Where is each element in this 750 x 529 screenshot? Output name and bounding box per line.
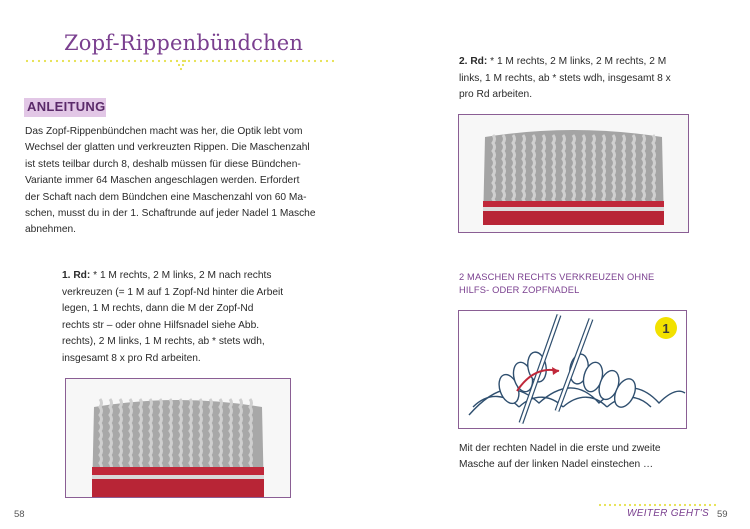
knit-rib	[140, 399, 142, 471]
illustration-heading-line: HILFS- ODER ZOPFNADEL	[459, 285, 580, 295]
decorative-dot	[669, 504, 671, 506]
knit-rib	[543, 135, 545, 207]
decorative-dot	[314, 60, 316, 62]
decorative-dot	[188, 60, 190, 62]
decorative-dot	[110, 60, 112, 62]
decorative-dot	[128, 60, 130, 62]
knit-rib	[160, 399, 162, 471]
decorative-dot	[296, 60, 298, 62]
intro-line: der Schaft nach dem Bündchen eine Maschenzahl von 60 Ma-	[25, 191, 307, 203]
decorative-dot	[44, 60, 46, 62]
illustration-caption	[459, 441, 719, 474]
decorative-dot	[86, 60, 88, 62]
continue-label: WEITER GEHT'S	[627, 508, 709, 519]
decorative-dot	[629, 504, 631, 506]
knit-rib	[533, 135, 535, 207]
step-2-label: 2. Rd:	[459, 56, 488, 67]
title-dotted-chevron	[176, 58, 186, 74]
step-badge-number: 1	[662, 321, 670, 336]
knit-rib	[210, 399, 212, 471]
decorative-dot	[284, 60, 286, 62]
decorative-dot	[619, 504, 621, 506]
decorative-dot	[38, 60, 40, 62]
intro-paragraph	[25, 124, 337, 239]
step-1-line: verkreuzen (= 1 M auf 1 Zopf-Nd hinter die Arbeit	[62, 286, 284, 298]
intro-line: Das Zopf-Rippenbündchen macht was her, die Optik lebt vom	[25, 126, 303, 137]
page-number-right: 59	[717, 509, 728, 520]
step-1-line: * 1 M rechts, 2 M links, 2 M nach rechts	[90, 270, 272, 281]
footer-dotted-line	[598, 503, 720, 507]
step-1-instruction	[62, 268, 322, 368]
decorative-dot	[644, 504, 646, 506]
decorative-dot	[260, 60, 262, 62]
decorative-dot	[80, 60, 82, 62]
decorative-dot	[604, 504, 606, 506]
knit-rib	[200, 399, 202, 471]
decorative-dot	[74, 60, 76, 62]
knit-rib	[110, 399, 112, 471]
decorative-dot	[104, 60, 106, 62]
knit-rib	[150, 399, 152, 471]
knit-rib	[633, 135, 635, 207]
decorative-dot	[98, 60, 100, 62]
decorative-dot	[639, 504, 641, 506]
decorative-dot	[200, 60, 202, 62]
step-1-line: legen, 1 M rechts, dann die M der Zopf-Nd	[62, 303, 254, 315]
decorative-dot	[659, 504, 661, 506]
knit-rib	[250, 399, 252, 471]
decorative-dot	[332, 60, 334, 62]
decorative-dot	[218, 60, 220, 62]
step-1-line: rechts), 2 M links, 1 M rechts, ab * stets wdh,	[62, 336, 265, 348]
knit-rib	[100, 399, 102, 471]
decorative-dot	[224, 60, 226, 62]
knit-rib	[563, 135, 565, 207]
decorative-dot	[152, 60, 154, 62]
decorative-dot	[248, 60, 250, 62]
knit-rib	[553, 135, 555, 207]
decorative-dot	[266, 60, 268, 62]
section-heading: ANLEITUNG	[27, 99, 106, 114]
decorative-dot	[326, 60, 328, 62]
knitting-diagram	[459, 311, 686, 428]
decorative-dot	[254, 60, 256, 62]
decorative-dot	[278, 60, 280, 62]
knit-rib	[170, 399, 172, 471]
decorative-dot	[170, 60, 172, 62]
decorative-dot	[56, 60, 58, 62]
decorative-dot	[158, 60, 160, 62]
knitted-cuff-photo-round-1	[65, 378, 291, 498]
knit-rib	[230, 399, 232, 471]
decorative-dot	[614, 504, 616, 506]
step-2-line: pro Rd arbeiten.	[459, 89, 533, 101]
decorative-dot	[206, 60, 208, 62]
knit-rib	[120, 399, 122, 471]
step-2-line: * 1 M rechts, 2 M links, 2 M rechts, 2 M	[487, 56, 667, 67]
decorative-dot	[290, 60, 292, 62]
caption-line: Mit der rechten Nadel in die erste und zweite	[459, 443, 661, 454]
knit-rib	[613, 135, 615, 207]
knitted-cuff-image	[66, 379, 290, 497]
knit-rib	[130, 399, 132, 471]
decorative-dot	[654, 504, 656, 506]
decorative-dot	[134, 60, 136, 62]
decorative-dot	[674, 504, 676, 506]
decorative-dot	[609, 504, 611, 506]
page-number-left: 58	[14, 509, 25, 520]
knit-rib	[493, 135, 495, 207]
knit-rib	[643, 135, 645, 207]
decorative-dot	[679, 504, 681, 506]
decorative-dot	[122, 60, 124, 62]
decorative-dot	[302, 60, 304, 62]
decorative-dot	[68, 60, 70, 62]
knit-rib	[180, 399, 182, 471]
knitted-cuff-photo-round-2	[458, 114, 689, 233]
decorative-dot	[212, 60, 214, 62]
knit-rib	[220, 399, 222, 471]
decorative-dot	[140, 60, 142, 62]
intro-line: Wechsel der glatten und verkreuzten Rippen. Die Maschenzahl	[25, 142, 310, 154]
knit-rib	[603, 135, 605, 207]
decorative-dot	[116, 60, 118, 62]
decorative-dot	[704, 504, 706, 506]
caption-line: Masche auf der linken Nadel einstechen …	[459, 459, 654, 471]
knit-rib	[513, 135, 515, 207]
illustration-heading	[459, 271, 654, 297]
step-2-line: links, 1 M rechts, ab * stets wdh, insgesamt 8 x	[459, 72, 671, 84]
knit-rib	[573, 135, 575, 207]
decorative-dot	[320, 60, 322, 62]
step-2-instruction	[459, 54, 729, 104]
decorative-dot	[308, 60, 310, 62]
decorative-dot	[164, 60, 166, 62]
step-1-line: rechts str – oder ohne Hilfsnadel siehe Abb.	[62, 319, 260, 331]
knit-rib	[593, 135, 595, 207]
step-1-label: 1. Rd:	[62, 270, 91, 281]
decorative-dot	[714, 504, 716, 506]
knitted-cuff-image	[459, 115, 688, 232]
knit-rib	[583, 135, 585, 207]
decorative-dot	[709, 504, 711, 506]
decorative-dot	[649, 504, 651, 506]
intro-line: ist stets teilbar durch 8, deshalb müssen für diese Bündchen-	[25, 158, 301, 170]
decorative-dot	[684, 504, 686, 506]
decorative-dot	[634, 504, 636, 506]
intro-line: schen, musst du in der 1. Schaftrunde auf jeder Nadel 1 Masche	[25, 208, 316, 220]
knit-rib	[190, 399, 192, 471]
step-1-line: insgesamt 8 x pro Rd arbeiten.	[62, 352, 201, 364]
cross-stitch-illustration	[458, 310, 687, 429]
decorative-dot	[62, 60, 64, 62]
decorative-dot	[194, 60, 196, 62]
knit-rib	[523, 135, 525, 207]
intro-line: Variante immer 64 Maschen angeschlagen werden. Erfordert	[25, 175, 300, 187]
page-title: Zopf-Rippenbündchen	[64, 31, 304, 55]
decorative-dot	[50, 60, 52, 62]
decorative-dot	[146, 60, 148, 62]
decorative-dot	[694, 504, 696, 506]
decorative-dot	[624, 504, 626, 506]
illustration-heading-line: 2 MASCHEN RECHTS VERKREUZEN OHNE	[459, 272, 655, 282]
decorative-dot	[230, 60, 232, 62]
decorative-dot	[599, 504, 601, 506]
knit-rib	[623, 135, 625, 207]
decorative-dot	[272, 60, 274, 62]
decorative-dot	[242, 60, 244, 62]
decorative-dot	[689, 504, 691, 506]
knit-rib	[240, 399, 242, 471]
decorative-dot	[26, 60, 28, 62]
decorative-dot	[236, 60, 238, 62]
intro-line: abnehmen.	[25, 224, 76, 236]
knit-rib	[653, 135, 655, 207]
decorative-dot	[92, 60, 94, 62]
decorative-dot	[699, 504, 701, 506]
decorative-dot	[32, 60, 34, 62]
knit-rib	[503, 135, 505, 207]
decorative-dot	[664, 504, 666, 506]
